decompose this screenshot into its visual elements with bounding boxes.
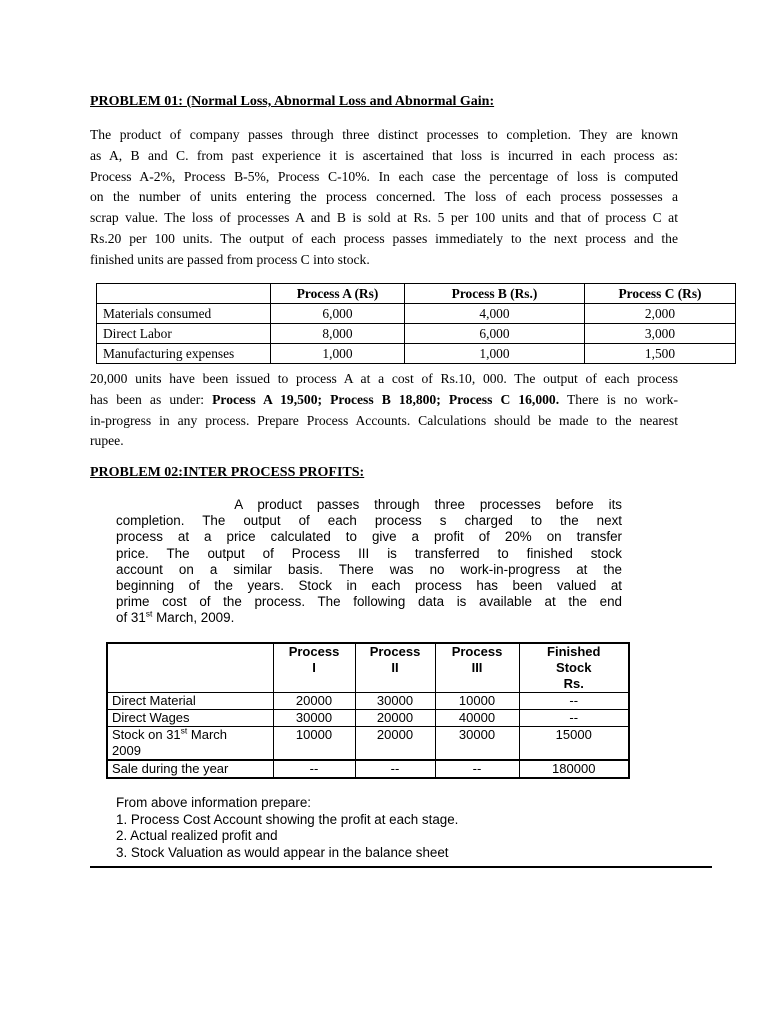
table-cell: -- [519, 710, 629, 727]
problem-2-instructions [116, 795, 458, 861]
table-row [97, 304, 736, 324]
table-row [107, 710, 629, 727]
table-cell: 6,000 [271, 304, 405, 324]
text-run: Stock on 31 [112, 727, 181, 742]
paragraph-line: The product of company passes through three distinct processes to completion. They are known [90, 127, 678, 142]
paragraph-line: scrap value. The loss of processes A and B is sold at Rs. 5 per 100 units and that of process C at [90, 210, 678, 226]
row-label: Sale during the year [107, 760, 273, 778]
table-header-cell: Process A (Rs) [271, 284, 405, 304]
text-run: of 31 [116, 610, 146, 626]
header-text: Rs. [563, 676, 584, 691]
text-run: March, 2009. [152, 610, 235, 626]
table-header-cell [97, 284, 271, 304]
table-cell: 20000 [355, 710, 435, 727]
paragraph-line: beginning of the years. Stock in each process has been valued at [116, 578, 622, 594]
superscript: st [180, 725, 188, 736]
table-cell: 15000 [519, 727, 629, 761]
row-label: Direct Wages [107, 710, 273, 727]
paragraph-line: Process A-2%, Process B-5%, Process C-10%. In each case the percentage of loss is computed [90, 168, 678, 184]
paragraph-line: completion. The output of each process s charged to the next [116, 513, 622, 529]
header-text: III [471, 660, 483, 675]
table-header-cell: Process B (Rs.) [405, 284, 585, 304]
table-cell: 20000 [355, 727, 435, 761]
problem-2-data-table [106, 642, 630, 779]
instruction-line: 3. Stock Valuation as would appear in the balance sheet [116, 844, 449, 860]
table-row [107, 727, 629, 761]
table-cell: 10000 [435, 693, 519, 710]
header-text: Process [451, 644, 503, 659]
table-cell: 4,000 [405, 304, 585, 324]
paragraph-line: finished units are passed from process C into stock. [90, 251, 370, 267]
table-cell: 6,000 [405, 324, 585, 344]
table-cell: 1,500 [585, 344, 736, 364]
table-header-cell [273, 643, 355, 693]
table-cell: 1,000 [405, 344, 585, 364]
paragraph-line: 20,000 units have been issued to process A at a cost of Rs.10, 000. The output of each process [90, 371, 678, 386]
row-label: Manufacturing expenses [97, 344, 271, 364]
paragraph-line: account on a similar basis. There was no work-in-progress at the [116, 561, 622, 577]
paragraph-line [90, 390, 678, 411]
table-cell: 1,000 [271, 344, 405, 364]
paragraph-line: prime cost of the process. The following data is available at the end [116, 594, 622, 610]
paragraph-line: as A, B and C. from past experience it is ascertained that loss is incurred in each process as: [90, 147, 678, 163]
text-run: 2009 [112, 743, 141, 758]
row-label: Direct Material [107, 693, 273, 710]
paragraph-line: process at a price calculated to give a profit of 20% on transfer [116, 529, 622, 545]
problem-2-heading: PROBLEM 02:INTER PROCESS PROFITS: [90, 465, 365, 480]
table-cell: 20000 [273, 693, 355, 710]
table-header-row [97, 284, 736, 304]
table-cell: 30000 [355, 693, 435, 710]
table-cell: 30000 [273, 710, 355, 727]
table-cell: 2,000 [585, 304, 736, 324]
problem-1-instructions [90, 369, 678, 452]
problem-2-paragraph [116, 497, 622, 627]
paragraph-line: in-progress in any process. Prepare Process Accounts. Calculations should be made to the nearest [90, 412, 678, 428]
header-text: Finished [547, 644, 601, 659]
table-header-cell [355, 643, 435, 693]
text-run: March [187, 727, 228, 742]
table-cell: 30000 [435, 727, 519, 761]
problem-1-heading: PROBLEM 01: (Normal Loss, Abnormal Loss and Abnormal Gain: [90, 94, 495, 109]
table-cell: 3,000 [585, 324, 736, 344]
paragraph-line: Rs.20 per 100 units. The output of each process passes immediately to the next process and the [90, 230, 678, 246]
table-cell: 180000 [519, 760, 629, 778]
table-cell: 40000 [435, 710, 519, 727]
row-label: Materials consumed [97, 304, 271, 324]
table-cell: -- [519, 693, 629, 710]
table-cell: -- [355, 760, 435, 778]
table-header-cell: Process C (Rs) [585, 284, 736, 304]
paragraph-line: price. The output of Process III is transferred to finished stock [116, 545, 622, 561]
text-run: has been as under: [90, 391, 213, 407]
problem-1-cost-table [96, 283, 736, 364]
output-figures: Process A 19,500; Process B 18,800; Process C 16,000. [212, 391, 560, 407]
table-cell: -- [435, 760, 519, 778]
table-header-cell [435, 643, 519, 693]
table-cell: 8,000 [271, 324, 405, 344]
table-row [97, 344, 736, 364]
superscript: st [145, 608, 153, 619]
header-text: II [391, 660, 399, 675]
text-run: There is no work- [559, 391, 678, 407]
row-label [107, 727, 273, 761]
header-text: I [312, 660, 316, 675]
table-row [107, 693, 629, 710]
header-text: Process [369, 644, 421, 659]
instruction-line: From above information prepare: [116, 795, 312, 810]
horizontal-rule [90, 866, 712, 868]
table-header-row [107, 643, 629, 693]
header-text: Process [288, 644, 340, 659]
paragraph-line: A product passes through three processes before its [116, 497, 622, 512]
table-cell: 10000 [273, 727, 355, 761]
header-text: Stock [556, 660, 592, 675]
table-header-cell [107, 643, 273, 693]
paragraph-line [116, 610, 622, 626]
paragraph-line: on the number of units entering the process concerned. The loss of each process possesses a [90, 189, 678, 205]
instruction-line: 1. Process Cost Account showing the profit at each stage. [116, 811, 459, 827]
table-header-cell [519, 643, 629, 693]
table-cell: -- [273, 760, 355, 778]
table-row [97, 324, 736, 344]
table-row [107, 760, 629, 778]
problem-1-paragraph [90, 125, 678, 271]
instruction-line: 2. Actual realized profit and [116, 828, 278, 843]
paragraph-line: rupee. [90, 433, 124, 449]
row-label: Direct Labor [97, 324, 271, 344]
